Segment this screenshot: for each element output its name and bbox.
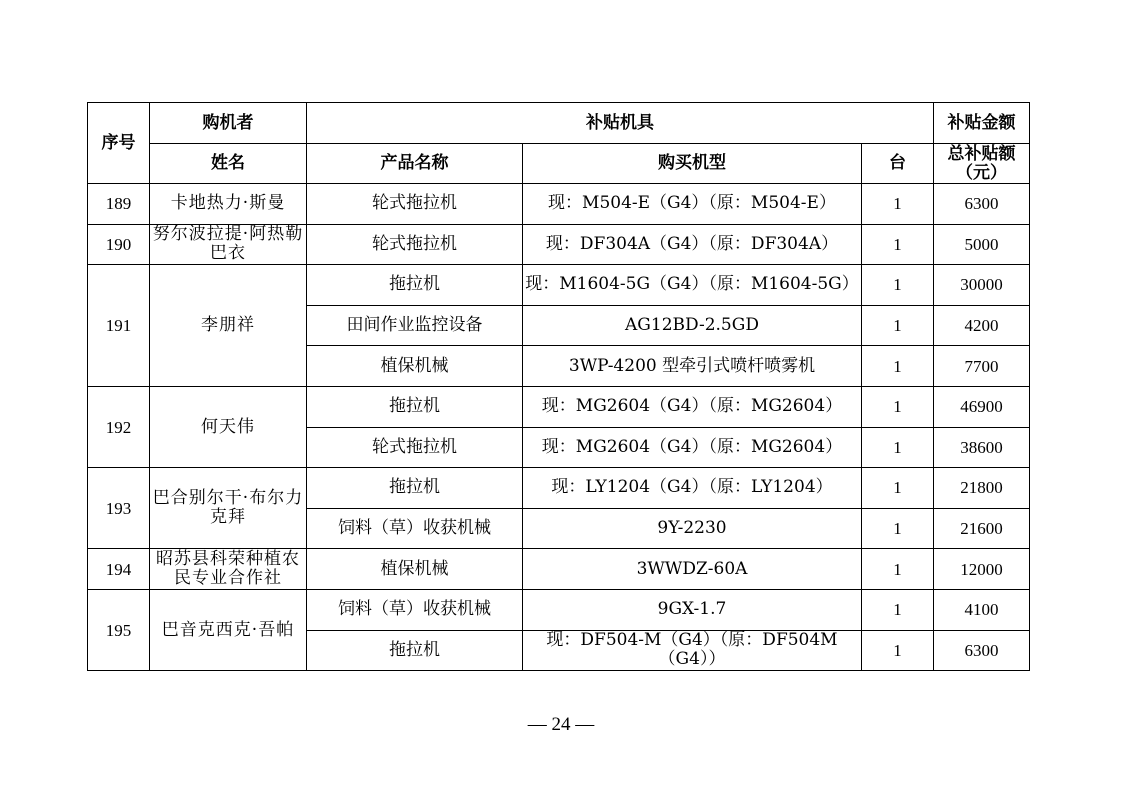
cell-amount: 6300 (934, 184, 1030, 225)
cell-seq: 190 (88, 224, 150, 265)
cell-product: 轮式拖拉机 (307, 184, 523, 225)
cell-model: 9Y-2230 (523, 508, 862, 549)
cell-model: 现：DF504-M（G4）（原：DF504M（G4）） (523, 630, 862, 671)
cell-amount: 6300 (934, 630, 1030, 671)
subsidy-table (87, 102, 1030, 671)
cell-buyer-name: 巴音克西克·吾帕 (150, 589, 307, 670)
cell-product: 饲料（草）收获机械 (307, 508, 523, 549)
cell-model: AG12BD-2.5GD (523, 305, 862, 346)
cell-seq: 193 (88, 468, 150, 549)
header-subsidy-machine-group: 补贴机具 (307, 103, 934, 144)
cell-model: 现：M1604-5G（G4）（原：M1604-5G） (523, 265, 862, 306)
cell-units: 1 (862, 468, 934, 509)
header-product: 产品名称 (307, 144, 523, 184)
cell-model: 现：LY1204（G4）（原：LY1204） (523, 468, 862, 509)
cell-product: 拖拉机 (307, 468, 523, 509)
cell-product: 拖拉机 (307, 265, 523, 306)
cell-amount: 7700 (934, 346, 1030, 387)
cell-buyer-name: 卡地热力·斯曼 (150, 184, 307, 225)
cell-units: 1 (862, 386, 934, 427)
cell-seq: 194 (88, 549, 150, 590)
cell-seq: 189 (88, 184, 150, 225)
cell-units: 1 (862, 224, 934, 265)
cell-model: 现：MG2604（G4）（原：MG2604） (523, 427, 862, 468)
cell-seq: 192 (88, 386, 150, 467)
cell-amount: 30000 (934, 265, 1030, 306)
cell-units: 1 (862, 549, 934, 590)
cell-product: 拖拉机 (307, 630, 523, 671)
header-row-1 (88, 103, 1030, 144)
header-total-line2: （元） (956, 162, 1007, 183)
header-total (934, 144, 1030, 184)
cell-amount: 4100 (934, 589, 1030, 630)
cell-units: 1 (862, 184, 934, 225)
cell-model: 现：M504-E（G4）（原：M504-E） (523, 184, 862, 225)
header-seq: 序号 (88, 103, 150, 184)
header-model: 购买机型 (523, 144, 862, 184)
cell-buyer-name: 努尔波拉提·阿热勒巴衣 (150, 224, 307, 265)
header-buyer-group: 购机者 (150, 103, 307, 144)
table-row (88, 386, 1030, 427)
cell-units: 1 (862, 589, 934, 630)
cell-product: 饲料（草）收获机械 (307, 589, 523, 630)
cell-product: 轮式拖拉机 (307, 427, 523, 468)
cell-product: 植保机械 (307, 549, 523, 590)
cell-units: 1 (862, 630, 934, 671)
cell-product: 田间作业监控设备 (307, 305, 523, 346)
cell-amount: 4200 (934, 305, 1030, 346)
cell-buyer-name: 何天伟 (150, 386, 307, 467)
table-row (88, 265, 1030, 306)
cell-amount: 12000 (934, 549, 1030, 590)
header-row-2 (88, 144, 1030, 184)
cell-seq: 191 (88, 265, 150, 387)
cell-units: 1 (862, 346, 934, 387)
cell-amount: 46900 (934, 386, 1030, 427)
table-row (88, 224, 1030, 265)
cell-buyer-name: 李朋祥 (150, 265, 307, 387)
cell-units: 1 (862, 427, 934, 468)
cell-model: 现：MG2604（G4）（原：MG2604） (523, 386, 862, 427)
cell-buyer-name: 巴合别尔干·布尔力克拜 (150, 468, 307, 549)
header-name: 姓名 (150, 144, 307, 184)
cell-model: 9GX-1.7 (523, 589, 862, 630)
page-number: — 24 — (527, 714, 595, 735)
cell-units: 1 (862, 508, 934, 549)
cell-amount: 5000 (934, 224, 1030, 265)
cell-units: 1 (862, 305, 934, 346)
cell-units: 1 (862, 265, 934, 306)
header-subsidy-amount-group: 补贴金额 (934, 103, 1030, 144)
cell-model: 现：DF304A（G4）（原：DF304A） (523, 224, 862, 265)
header-total-line1: 总补贴额 (947, 143, 1016, 164)
table-row (88, 184, 1030, 225)
cell-product: 植保机械 (307, 346, 523, 387)
table-row (88, 468, 1030, 509)
cell-amount: 21800 (934, 468, 1030, 509)
cell-buyer-name: 昭苏县科荣种植农民专业合作社 (150, 549, 307, 590)
table-row (88, 549, 1030, 590)
cell-product: 拖拉机 (307, 386, 523, 427)
cell-amount: 21600 (934, 508, 1030, 549)
cell-model: 3WWDZ-60A (523, 549, 862, 590)
cell-amount: 38600 (934, 427, 1030, 468)
header-units: 台 (862, 144, 934, 184)
cell-seq: 195 (88, 589, 150, 670)
cell-product: 轮式拖拉机 (307, 224, 523, 265)
table-row (88, 589, 1030, 630)
cell-model: 3WP-4200 型牵引式喷杆喷雾机 (523, 346, 862, 387)
